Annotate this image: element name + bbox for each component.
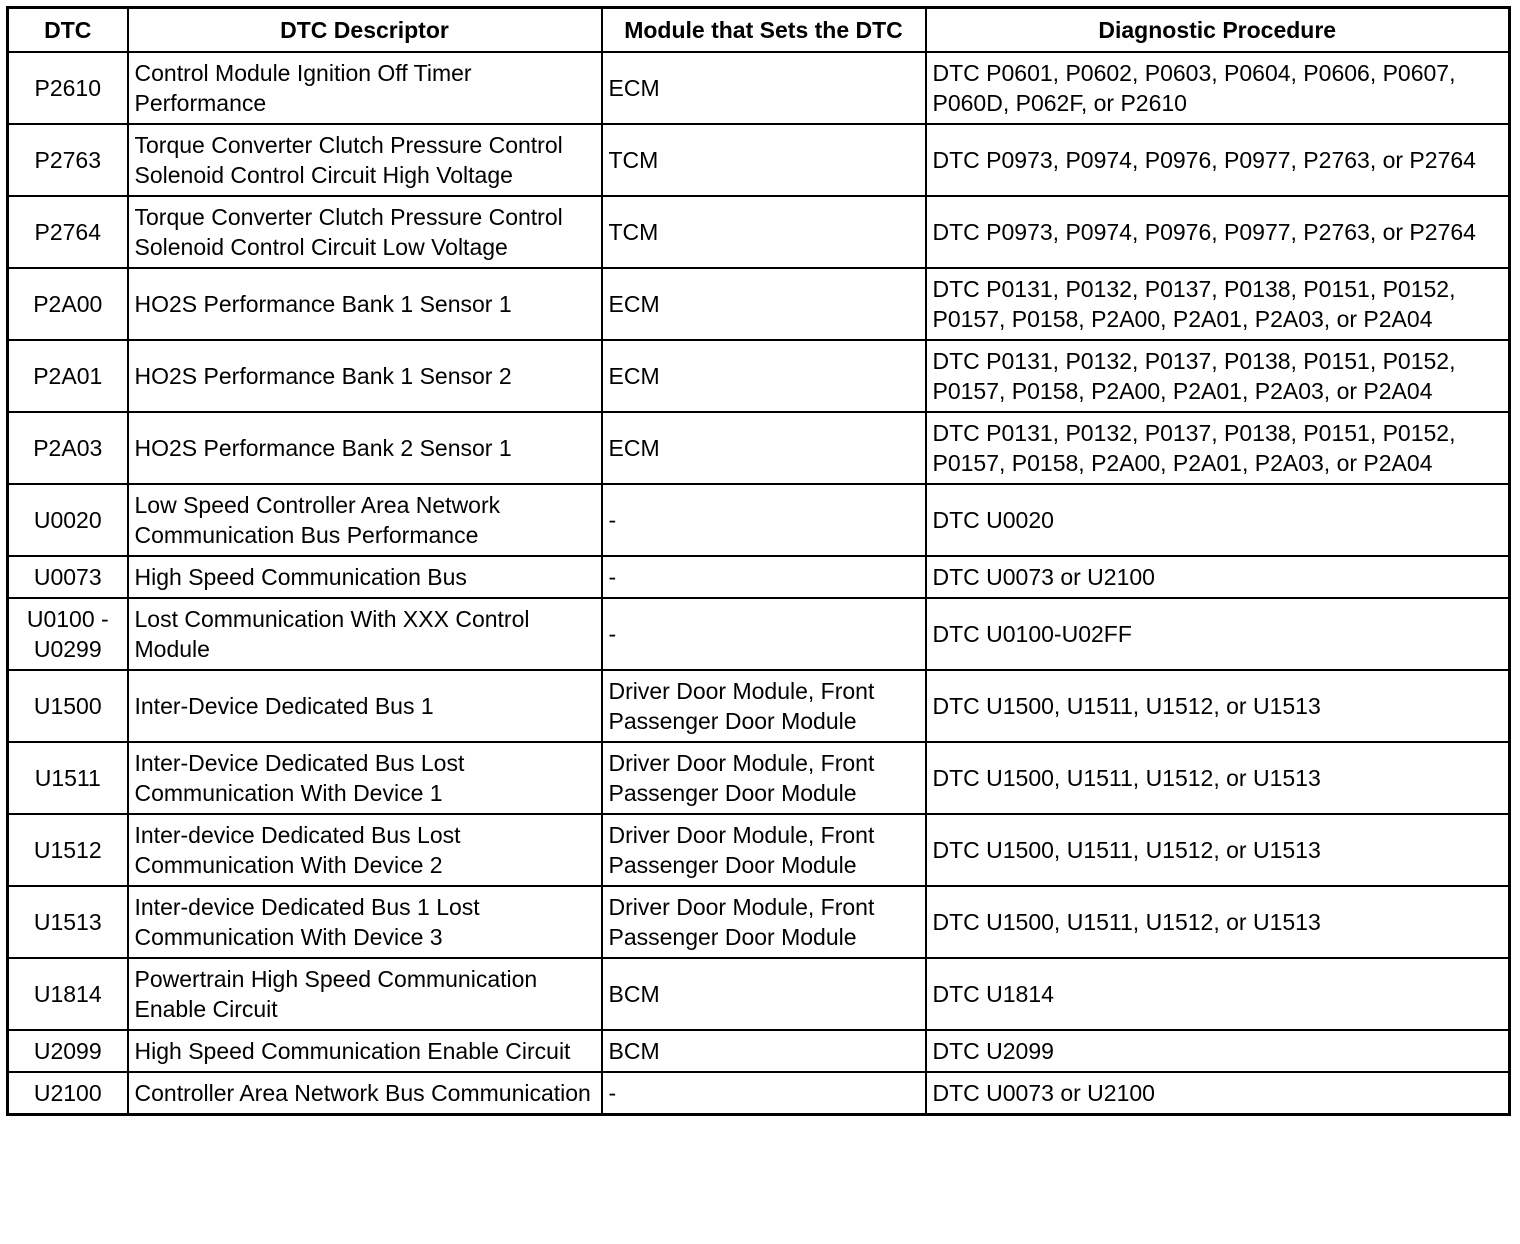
descriptor-cell: Controller Area Network Bus Communication (128, 1072, 602, 1115)
procedure-cell: DTC U1500, U1511, U1512, or U1513 (926, 814, 1510, 886)
descriptor-cell: HO2S Performance Bank 1 Sensor 1 (128, 268, 602, 340)
descriptor-cell: Inter-device Dedicated Bus Lost Communication With Device 2 (128, 814, 602, 886)
descriptor-cell: HO2S Performance Bank 1 Sensor 2 (128, 340, 602, 412)
procedure-cell: DTC U1814 (926, 958, 1510, 1030)
descriptor-cell: Inter-Device Dedicated Bus 1 (128, 670, 602, 742)
table-row (8, 670, 1510, 742)
table-row (8, 814, 1510, 886)
procedure-cell: DTC U2099 (926, 1030, 1510, 1072)
dtc-cell: U2099 (8, 1030, 128, 1072)
header-dtc: DTC (8, 8, 128, 53)
table-row (8, 52, 1510, 124)
table-row (8, 556, 1510, 598)
descriptor-cell: Torque Converter Clutch Pressure Control Solenoid Control Circuit High Voltage (128, 124, 602, 196)
dtc-cell: P2A01 (8, 340, 128, 412)
procedure-cell: DTC P0973, P0974, P0976, P0977, P2763, or P2764 (926, 196, 1510, 268)
module-cell: - (602, 1072, 926, 1115)
module-cell: - (602, 598, 926, 670)
descriptor-cell: HO2S Performance Bank 2 Sensor 1 (128, 412, 602, 484)
dtc-table (6, 6, 1511, 1116)
table-row (8, 958, 1510, 1030)
table-row (8, 742, 1510, 814)
module-cell: ECM (602, 340, 926, 412)
header-dtc-descriptor: DTC Descriptor (128, 8, 602, 53)
table-body (8, 52, 1510, 1115)
table-row (8, 886, 1510, 958)
table-row (8, 1030, 1510, 1072)
procedure-cell: DTC U0020 (926, 484, 1510, 556)
module-cell: Driver Door Module, Front Passenger Door Module (602, 814, 926, 886)
header-diagnostic-procedure: Diagnostic Procedure (926, 8, 1510, 53)
table-row (8, 484, 1510, 556)
dtc-cell: U0020 (8, 484, 128, 556)
procedure-cell: DTC U0073 or U2100 (926, 556, 1510, 598)
dtc-cell: P2763 (8, 124, 128, 196)
table-row (8, 1072, 1510, 1115)
module-cell: ECM (602, 268, 926, 340)
module-cell: Driver Door Module, Front Passenger Door Module (602, 670, 926, 742)
procedure-cell: DTC P0131, P0132, P0137, P0138, P0151, P0152, P0157, P0158, P2A00, P2A01, P2A03, or P2A04 (926, 340, 1510, 412)
dtc-cell: U2100 (8, 1072, 128, 1115)
dtc-cell: U1512 (8, 814, 128, 886)
module-cell: TCM (602, 124, 926, 196)
descriptor-cell: High Speed Communication Bus (128, 556, 602, 598)
module-cell: - (602, 484, 926, 556)
descriptor-cell: Control Module Ignition Off Timer Performance (128, 52, 602, 124)
procedure-cell: DTC U0100-U02FF (926, 598, 1510, 670)
module-cell: BCM (602, 958, 926, 1030)
module-cell: Driver Door Module, Front Passenger Door Module (602, 886, 926, 958)
dtc-cell: P2A00 (8, 268, 128, 340)
descriptor-cell: Inter-Device Dedicated Bus Lost Communication With Device 1 (128, 742, 602, 814)
procedure-cell: DTC U0073 or U2100 (926, 1072, 1510, 1115)
procedure-cell: DTC U1500, U1511, U1512, or U1513 (926, 742, 1510, 814)
dtc-cell: U0073 (8, 556, 128, 598)
procedure-cell: DTC P0973, P0974, P0976, P0977, P2763, or P2764 (926, 124, 1510, 196)
table-row (8, 268, 1510, 340)
descriptor-cell: Inter-device Dedicated Bus 1 Lost Communication With Device 3 (128, 886, 602, 958)
table-header-row (8, 8, 1510, 53)
module-cell: - (602, 556, 926, 598)
module-cell: BCM (602, 1030, 926, 1072)
table-row (8, 412, 1510, 484)
table-row (8, 598, 1510, 670)
module-cell: ECM (602, 52, 926, 124)
procedure-cell: DTC P0131, P0132, P0137, P0138, P0151, P0152, P0157, P0158, P2A00, P2A01, P2A03, or P2A04 (926, 268, 1510, 340)
module-cell: TCM (602, 196, 926, 268)
dtc-cell: P2A03 (8, 412, 128, 484)
table-row (8, 124, 1510, 196)
module-cell: Driver Door Module, Front Passenger Door Module (602, 742, 926, 814)
procedure-cell: DTC U1500, U1511, U1512, or U1513 (926, 670, 1510, 742)
procedure-cell: DTC P0131, P0132, P0137, P0138, P0151, P0152, P0157, P0158, P2A00, P2A01, P2A03, or P2A04 (926, 412, 1510, 484)
dtc-cell: U1513 (8, 886, 128, 958)
descriptor-cell: Low Speed Controller Area Network Communication Bus Performance (128, 484, 602, 556)
dtc-cell: P2610 (8, 52, 128, 124)
procedure-cell: DTC U1500, U1511, U1512, or U1513 (926, 886, 1510, 958)
dtc-cell: U0100 - U0299 (8, 598, 128, 670)
procedure-cell: DTC P0601, P0602, P0603, P0604, P0606, P0607, P060D, P062F, or P2610 (926, 52, 1510, 124)
table-row (8, 340, 1510, 412)
descriptor-cell: Torque Converter Clutch Pressure Control Solenoid Control Circuit Low Voltage (128, 196, 602, 268)
dtc-cell: U1511 (8, 742, 128, 814)
descriptor-cell: High Speed Communication Enable Circuit (128, 1030, 602, 1072)
descriptor-cell: Powertrain High Speed Communication Enable Circuit (128, 958, 602, 1030)
header-module: Module that Sets the DTC (602, 8, 926, 53)
dtc-cell: P2764 (8, 196, 128, 268)
dtc-cell: U1500 (8, 670, 128, 742)
dtc-cell: U1814 (8, 958, 128, 1030)
module-cell: ECM (602, 412, 926, 484)
table-row (8, 196, 1510, 268)
descriptor-cell: Lost Communication With XXX Control Module (128, 598, 602, 670)
